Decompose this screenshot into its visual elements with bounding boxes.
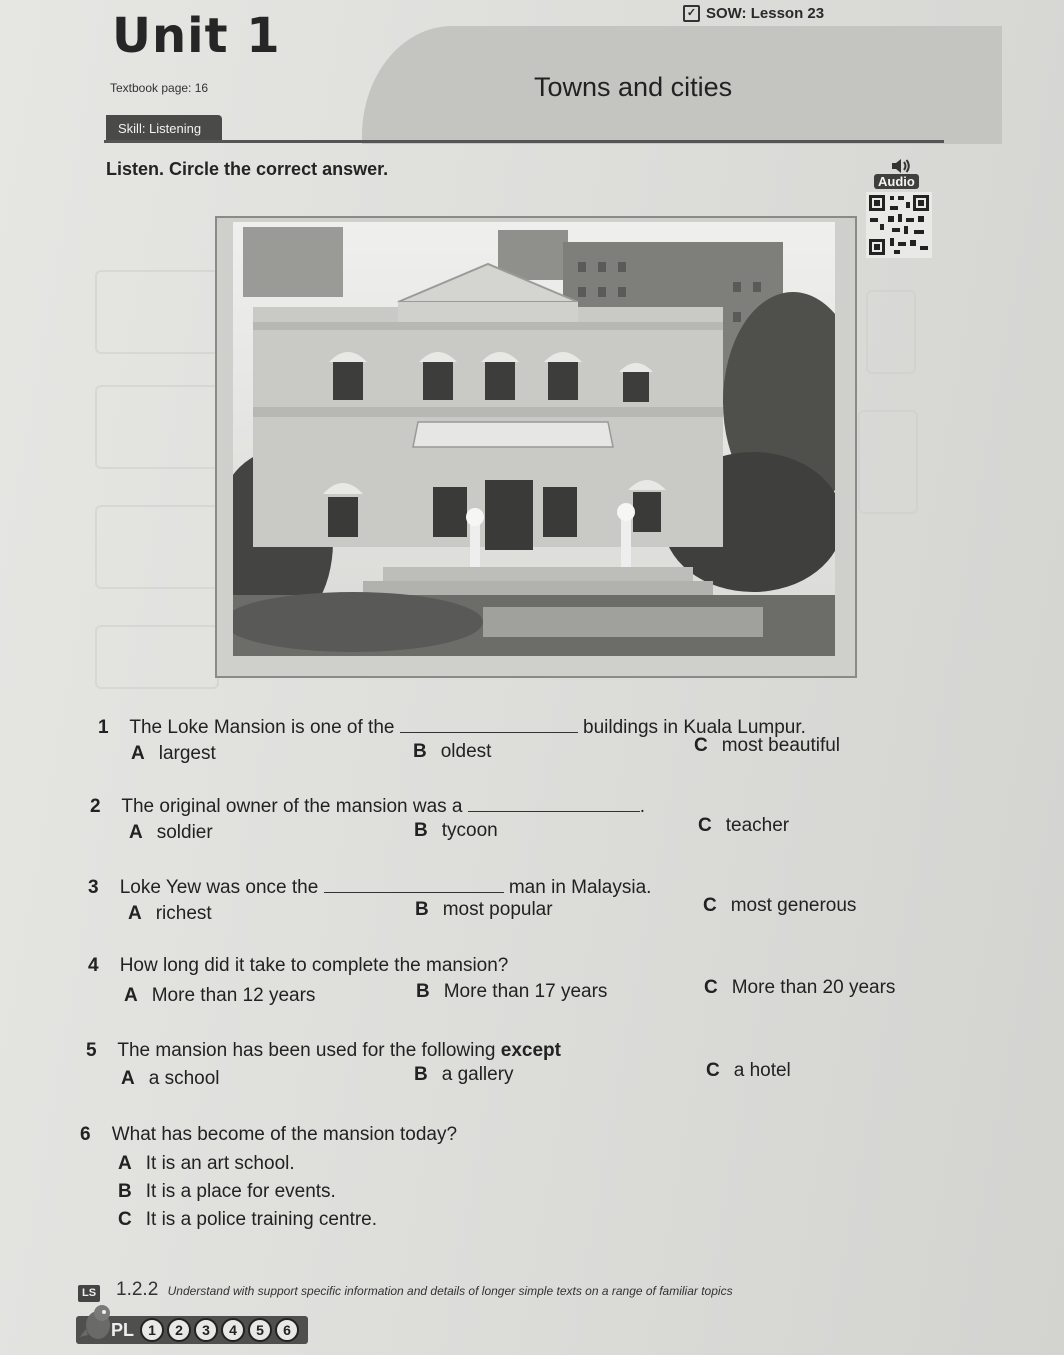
show-through-box [95,385,219,469]
option-5b[interactable] [414,1064,514,1086]
option-letter: B [414,820,428,841]
question-text: The Loke Mansion is one of the [129,717,395,738]
question-text-end: man in Malaysia. [508,877,652,898]
option-4c[interactable] [704,977,895,999]
question-2 [90,795,645,818]
option-6a[interactable] [118,1153,295,1175]
question-text-end: . [639,796,646,817]
option-2b[interactable] [414,820,498,842]
skill-tab: Skill: Listening [106,115,222,142]
option-4a[interactable] [124,985,315,1007]
standard-text: Understand with support specific information and details of longer simple texts on a range of familiar topics [167,1284,733,1298]
show-through-box [866,290,916,374]
learning-standard [116,1279,733,1301]
question-number: 4 [88,955,99,976]
show-through-box [95,270,219,354]
checkbox-icon[interactable]: ✓ [683,5,700,22]
option-letter: A [129,822,143,843]
option-text: most beautiful [721,735,841,756]
dinosaur-mascot-icon [80,1303,114,1343]
option-letter: C [118,1209,132,1230]
question-number: 5 [86,1040,97,1061]
option-text: It is a place for events. [145,1181,336,1202]
option-2a[interactable] [129,822,213,844]
option-text: most popular [442,899,553,920]
option-6c[interactable] [118,1209,377,1231]
question-number: 1 [98,717,109,738]
option-text: It is a police training centre. [145,1209,378,1230]
speaker-icon [890,158,912,174]
option-letter: B [118,1181,132,1202]
option-5c[interactable] [706,1060,791,1082]
option-text: soldier [156,822,213,843]
option-4b[interactable] [416,981,607,1003]
option-letter: B [415,899,429,920]
question-text: The original owner of the mansion was a [121,796,463,817]
option-letter: B [416,981,430,1002]
option-letter: C [694,735,708,756]
option-6b[interactable] [118,1181,336,1203]
option-letter: C [704,977,718,998]
option-letter: C [706,1060,720,1081]
question-text-end: buildings in Kuala Lumpur. [583,717,806,738]
option-2c[interactable] [698,815,789,837]
question-6 [80,1124,457,1146]
option-letter: A [124,985,138,1006]
question-text: The mansion has been used for the following [117,1040,496,1061]
qr-code-icon[interactable] [866,192,932,258]
option-text: a gallery [441,1064,514,1085]
option-letter: B [414,1064,428,1085]
show-through-box [95,625,219,689]
option-text: oldest [440,741,492,762]
option-text: More than 12 years [151,985,316,1006]
option-letter: A [121,1068,135,1089]
show-through-box [95,505,219,589]
question-emphasis: except [500,1040,561,1061]
pl-level-2[interactable]: 2 [167,1318,191,1342]
pl-level-4[interactable]: 4 [221,1318,245,1342]
option-letter: B [413,741,427,762]
pl-label: PL [111,1320,135,1340]
option-letter: C [698,815,712,836]
header-divider [104,140,944,143]
question-5 [86,1040,561,1062]
option-text: tycoon [441,820,498,841]
pl-level-1[interactable]: 1 [140,1318,164,1342]
option-letter: A [118,1153,132,1174]
answer-blank[interactable] [324,876,504,893]
question-4 [88,955,508,977]
question-3 [88,876,651,899]
option-3b[interactable] [415,899,553,921]
option-letter: A [131,743,145,764]
option-3a[interactable] [128,903,212,925]
unit-title: Unit 1 [112,8,281,64]
pl-levels [140,1318,299,1342]
question-number: 6 [80,1124,91,1145]
option-5a[interactable] [121,1068,220,1090]
answer-blank[interactable] [400,716,578,733]
option-1c[interactable] [694,735,840,757]
option-1b[interactable] [413,741,491,763]
option-1a[interactable] [131,743,216,765]
instruction: Listen. Circle the correct answer. [106,159,389,179]
option-text: richest [155,903,212,924]
question-text: What has become of the mansion today? [111,1124,458,1145]
option-text: It is an art school. [145,1153,295,1174]
option-text: largest [158,743,216,764]
pl-level-6[interactable]: 6 [275,1318,299,1342]
sow-label: SOW: Lesson 23 [706,5,825,22]
option-text: More than 20 years [731,977,896,998]
question-text: How long did it take to complete the mansion? [119,955,509,976]
option-text: More than 17 years [443,981,608,1002]
option-text: a hotel [733,1060,791,1081]
sow-lesson [683,5,824,22]
loke-mansion-photo [233,222,835,656]
option-3c[interactable] [703,895,856,917]
pl-level-3[interactable]: 3 [194,1318,218,1342]
answer-blank[interactable] [468,795,640,812]
ls-badge: LS [78,1285,100,1302]
option-letter: A [128,903,142,924]
pl-level-5[interactable]: 5 [248,1318,272,1342]
textbook-page: Textbook page: 16 [110,81,209,95]
option-letter: C [703,895,717,916]
question-number: 3 [88,877,99,898]
option-text: teacher [725,815,790,836]
topic-title: Towns and cities [534,72,733,102]
question-text: Loke Yew was once the [119,877,319,898]
show-through-box [858,410,918,514]
question-number: 2 [90,796,101,817]
option-text: most generous [730,895,857,916]
option-text: a school [148,1068,220,1089]
audio-label: Audio [874,174,919,189]
standard-code: 1.2.2 [116,1279,159,1300]
